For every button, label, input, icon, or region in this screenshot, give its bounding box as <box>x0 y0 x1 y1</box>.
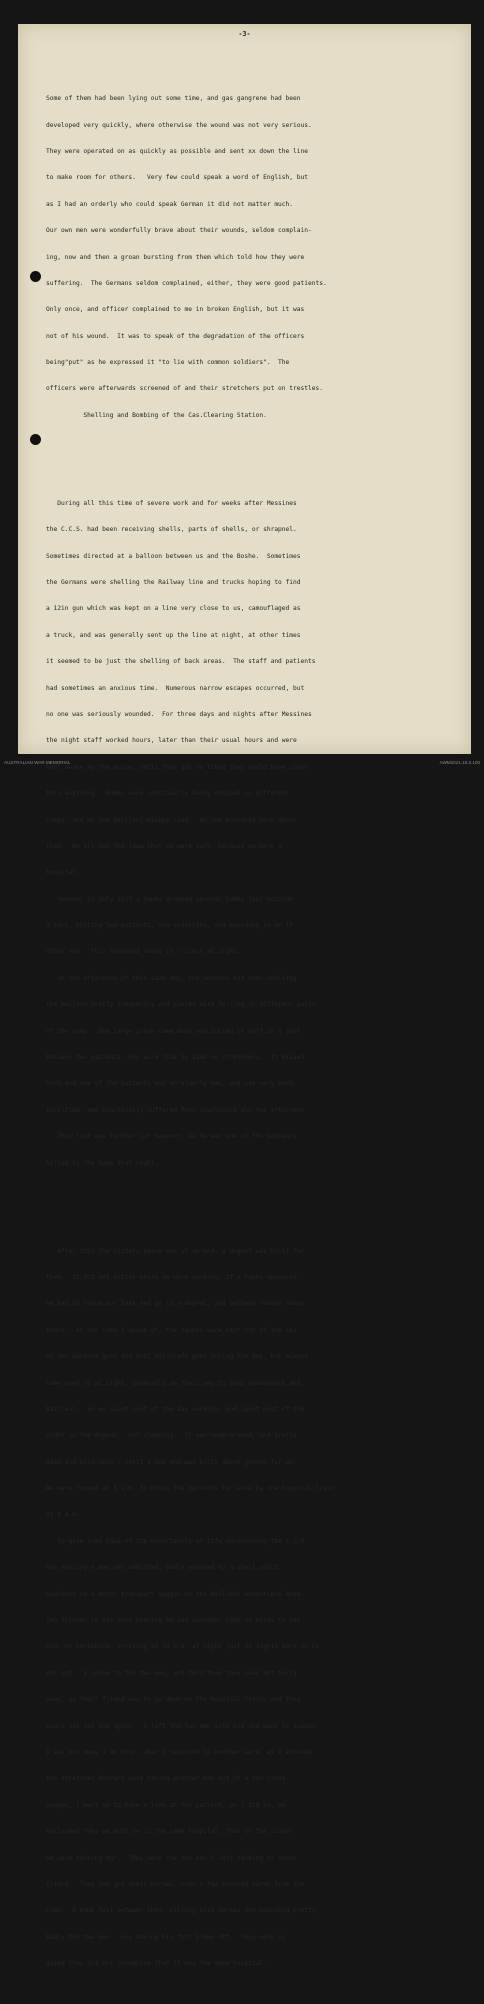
footer-institution: AUSTRALIAN WAR MEMORIAL <box>4 760 71 765</box>
text-line: them. It did not matter where we were working, if a taube appeared <box>46 1273 297 1281</box>
text-line: exclaimed "Why we must be in the same hospital, this is the sister <box>46 1828 294 1836</box>
text-line: it seemed to be just the shelling of back areas. The staff and patients <box>46 658 316 666</box>
text-line: They were operated on as quickly as possible and sent xx down the line <box>46 147 308 155</box>
text-line: Our own men were wonderfully brave about their wounds, seldom complain- <box>46 227 312 235</box>
section-heading: Shelling and Bombing of the Cas.Clearing Station. <box>46 411 267 419</box>
paragraph-3 <box>46 1230 462 1987</box>
text-line: camp. A bomb fell between them, killing both horses and wounding pretty <box>46 1907 316 1915</box>
punch-hole-bottom <box>30 434 41 445</box>
text-line: I was not away 1 an hour, when I returned to another ward, as I entered <box>46 1749 312 1756</box>
text-line: hospital. <box>46 869 80 877</box>
punch-hole-top <box>30 271 41 282</box>
text-line: would not see him again. I left the two men with him and went to supper. <box>46 1722 320 1730</box>
text-line: friend. They had got their horses, rode a few hundred yards from the <box>46 1880 305 1888</box>
text-line: away, as their friend was to go down on the hospital train, and they <box>46 1696 301 1704</box>
text-line: the night staff worked hours, later than their usual hours and were <box>46 737 297 745</box>
text-line: by our machine guns and anti air-craft guns during the day, but always <box>46 1353 308 1361</box>
text-line: killed by the bomb that night. <box>46 1159 159 1167</box>
text-line: However in July 1917 a taube dropped several bombs just outside <box>46 895 294 903</box>
text-line: ing, now and then a groan bursting from them which told how they were <box>46 253 305 261</box>
text-line: Two friends in his unit hearing he was wounded, rode 14 miles to see <box>46 1617 301 1625</box>
text-line: them. We all had the idea that we were safe, because we were a <box>46 842 282 850</box>
text-line: officers were afterwards screened of and their stretchers put on trestles. <box>46 385 323 393</box>
text-line: Only once, and officer complained to me in broken English, but it was <box>46 306 305 314</box>
text-line: at 8 a.m. <box>46 1511 80 1519</box>
text-line: damp and miserable - until a new one was built above ground for us. <box>46 1458 297 1466</box>
text-line: a tent, killing two patients, two orderlies, and wounding 14 or 15 <box>46 922 294 930</box>
text-line: had sometimes an anxious time. Numerous narrow escapes occurred, but <box>46 684 305 692</box>
text-line: One evening a man was admitted, badly wounded by a shell which <box>46 1564 279 1572</box>
text-line: between two patients, who were side by side on stretchers. It missed <box>46 1054 305 1062</box>
text-line: there. At the time I speak of, the taubes were kept out of the sky <box>46 1326 297 1334</box>
text-line: the balloon pretty frequently and pieces were falling in different parts <box>46 1001 316 1009</box>
text-line: kept awake by the noise, until they got so tired they would have slept <box>46 763 308 771</box>
text-line: came over us at night, generally on their way to bomb Hazebrouck and <box>46 1379 301 1387</box>
text-line: not of his wound. It was to speak of the degradation of the officers <box>46 332 305 340</box>
document-body <box>46 60 462 2004</box>
text-line: Some of them had been lying out some time, and gas gangrene had been <box>46 95 301 103</box>
text-line: other men. This happened about 10 o'clock at night. <box>46 948 241 956</box>
text-line: During all this time of severe work and for weeks after Messines <box>46 499 297 507</box>
text-line: to make room for others. Very few could speak a word of English, but <box>46 174 308 182</box>
paragraph-2 <box>46 482 462 1186</box>
text-line: suffering. The Germans seldom complained, either, they were good patients. <box>46 279 327 287</box>
text-line: dazed they did not recognise that it was the same hospital, <box>46 1960 267 1968</box>
text-line: We were roused at 5 a.m. to dress the patients to leave by the hospital train <box>46 1485 335 1493</box>
text-line: being"put" as he expressed it "to lie with common soldiers". The <box>46 359 290 367</box>
text-line: developed very quickly, where otherwise the wound was not very serious. <box>46 121 312 129</box>
archive-footer <box>4 757 480 769</box>
text-line: Bailleul. So we spent most of the day working, and spent most of the <box>46 1405 305 1413</box>
text-line: as I had an orderly who could speak German it did not matter much. <box>46 200 294 208</box>
text-line: exploded in a motor transport waggon on the Bailleul Armentiers Road. <box>46 1590 305 1598</box>
text-line: the stretcher Bearers were taking another man out of a red cross <box>46 1775 286 1783</box>
text-line: Sometimes directed at a balloon between us and the Boshe. Sometimes <box>46 552 301 560</box>
text-line: put out. I spoke to the two men, and told them they need not hurry <box>46 1669 297 1677</box>
text-line: him, on horseback, arriving at 10 p.m. at night just as lights were to be <box>46 1643 320 1651</box>
text-line: terrified, and practically suffered from shellshock all the afternoon. <box>46 1106 308 1114</box>
text-line: After this the sisters peace was at an end, a dugout was built for <box>46 1247 305 1255</box>
page-number: -3- <box>238 30 251 38</box>
text-line: we had to leave our task and go to a dugout, and perhaps remain hours <box>46 1300 305 1308</box>
paragraph-1 <box>46 78 462 439</box>
text-line: camps, and on the Bailleul-Nieppe road. No one bothered much about <box>46 816 297 824</box>
text-line: badly the two men - one having his foot blown off. They were so <box>46 1933 286 1941</box>
text-line: the Germans were shelling the Railway line and trucks hoping to find <box>46 579 301 587</box>
text-line: no one was seriously wounded. For three days and nights after Messines <box>46 710 312 718</box>
text-line: This luck was further out however, as he was one of the patients <box>46 1133 297 1141</box>
text-line: waggon, I went up to have a look at the patient, as I did so, he <box>46 1801 286 1809</box>
text-line: a 12in gun which was kept on a line very close to us, camouflaged as <box>46 605 301 613</box>
text-line: both and one of the patients was an elderly man, and was very much <box>46 1080 294 1088</box>
text-line: the C.C.S. had been receiving shells, parts of shells, or shrapnel. <box>46 526 297 534</box>
text-line: On the afternoon of this same day, the Germans had been shelling <box>46 974 297 982</box>
text-line: night in the dugout - not sleeping. It was underground, and pretty <box>46 1432 297 1440</box>
text-line: To give some idea of the uncertainty of life surrounding the C.C.S. <box>46 1537 308 1545</box>
text-line: we were talking to". They were the two men I left talking to their <box>46 1854 297 1862</box>
footer-reference: AWM2021.15.0.100 <box>439 760 480 765</box>
text-line: thro anything. Bombs were continually being dropped on different <box>46 790 290 798</box>
text-line: of the camp. One large piece came down and buried it self in a tent <box>46 1027 301 1035</box>
text-line: a truck, and was generally sent up the line at night, at other times <box>46 631 301 639</box>
